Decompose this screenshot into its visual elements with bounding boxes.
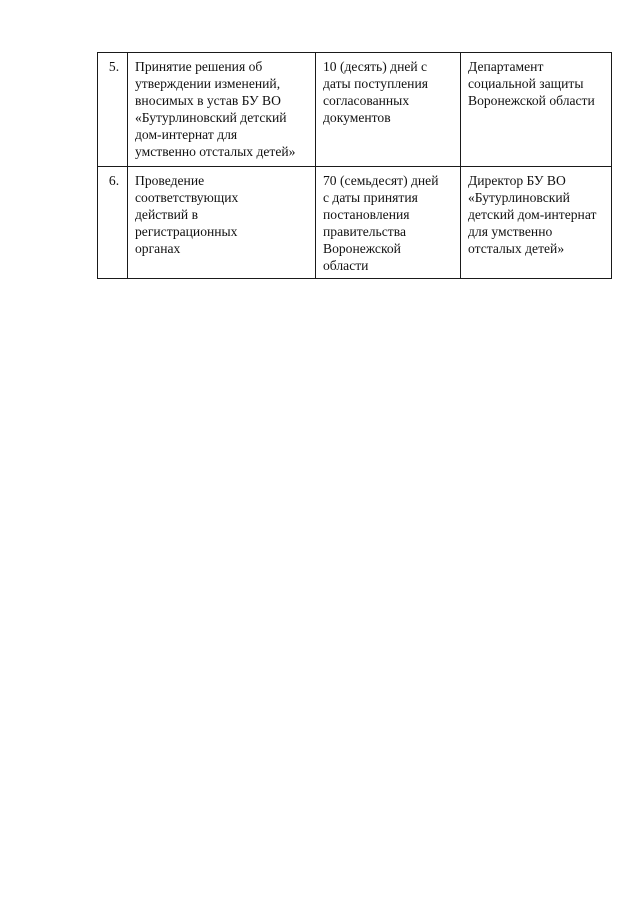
term-cell: 10 (десять) дней с даты поступления согласованных документов	[316, 53, 461, 167]
table-row	[98, 167, 612, 279]
table-row	[98, 53, 612, 167]
responsible-cell: Департамент социальной защиты Воронежской области	[461, 53, 612, 167]
row-number: 5.	[98, 53, 128, 167]
term-cell: 70 (семьдесят) дней с даты принятия постановления правительства Воронежской области	[316, 167, 461, 279]
action-cell: Принятие решения об утверждении изменений, вносимых в устав БУ ВО «Бутурлиновский детский дом-интернат для умственно отсталых детей»	[128, 53, 316, 167]
row-number: 6.	[98, 167, 128, 279]
responsible-cell: Директор БУ ВО «Бутурлиновский детский дом-интернат для умственно отсталых детей»	[461, 167, 612, 279]
action-cell: Проведение соответствующих действий в регистрационных органах	[128, 167, 316, 279]
measures-table	[97, 52, 612, 279]
